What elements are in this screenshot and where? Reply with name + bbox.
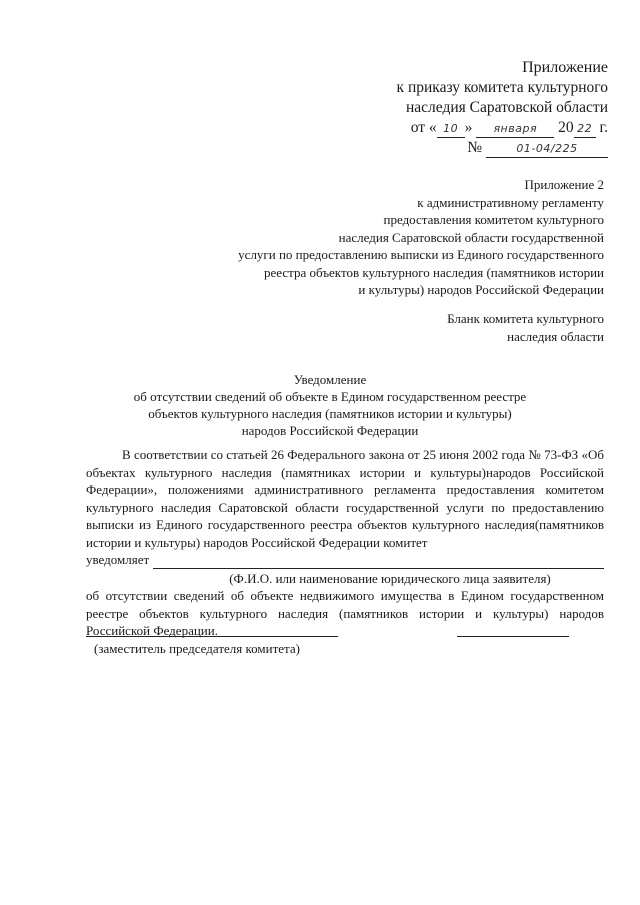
notification-title xyxy=(60,371,600,439)
appendix-2-line: к административному регламенту xyxy=(417,194,604,210)
committee-blank-line-1: Бланк комитета культурного xyxy=(447,311,604,326)
date-day: 10 xyxy=(437,121,465,138)
signature-line[interactable] xyxy=(457,636,569,637)
title-line-1: Уведомление xyxy=(293,372,367,387)
order-appendix-header xyxy=(278,58,608,158)
date-suffix: г. xyxy=(599,119,608,136)
signature-caption: (заместитель председателя комитета) xyxy=(94,641,300,656)
body-paragraph-2: об отсутствии сведений об объекте недвижимого имущества в Едином государственном реестре объектов культурного наследия (памятников истории и культуры) народов Российской Федерации. xyxy=(86,588,604,638)
appendix-order-line: к приказу комитета культурного xyxy=(396,79,608,96)
date-year-prefix: 20 xyxy=(558,119,574,136)
date-year-suffix: 22 xyxy=(574,121,596,138)
appendix-committee-line: наследия Саратовской области xyxy=(406,99,608,116)
appendix-title: Приложение xyxy=(522,59,608,76)
appendix-2-header xyxy=(184,176,604,299)
date-month: января xyxy=(476,121,554,138)
appendix-2-line: наследия Саратовской области государственной xyxy=(338,229,604,245)
number-prefix: № xyxy=(467,139,483,156)
appendix-2-line: реестра объектов культурного наследия (памятников истории xyxy=(264,264,604,280)
title-line-3: объектов культурного наследия (памятников истории и культуры) xyxy=(148,406,512,421)
body-paragraph-1: В соответствии со статьей 26 Федерального закона от 25 июня 2002 года № 73-ФЗ «Об объектах культурного наследия (памятниках истории и культуры)народов Российской Федерации», положениями административного регламента предоставления комитетом культурного наследия Саратовской области государственной услуги по предоставлению выписки из Единого государственного реестра объектов культурного наследия(памятников истории и культуры) народов Российской Федерации комитет xyxy=(86,447,604,550)
applicant-hint: (Ф.И.О. или наименование юридического лица заявителя) xyxy=(229,570,551,586)
date-mid: » xyxy=(464,119,473,136)
appendix-2-line: и культуры) народов Российской Федерации xyxy=(358,282,604,297)
committee-letterhead-note xyxy=(344,310,604,345)
appendix-number-line xyxy=(278,138,608,158)
title-line-2: об отсутствии сведений об объекте в Едином государственном реестре xyxy=(133,389,527,404)
appendix-2-line: предоставления комитетом культурного xyxy=(383,212,604,227)
applicant-name-field[interactable] xyxy=(153,555,604,569)
title-line-4: народов Российской Федерации xyxy=(241,423,419,438)
appendix-date-line xyxy=(278,118,608,138)
committee-blank-line-2: наследия области xyxy=(507,328,604,344)
date-prefix: от « xyxy=(410,119,437,136)
number-value: 01-04/225 xyxy=(486,141,608,158)
notifies-row xyxy=(86,551,604,569)
appendix-2-line: услуги по предоставлению выписки из Единого государственного xyxy=(238,247,604,262)
notification-body xyxy=(86,446,604,640)
notifies-word: уведомляет xyxy=(86,552,150,567)
signature-position-line[interactable] xyxy=(86,636,338,637)
appendix-2-line: Приложение 2 xyxy=(524,177,604,192)
